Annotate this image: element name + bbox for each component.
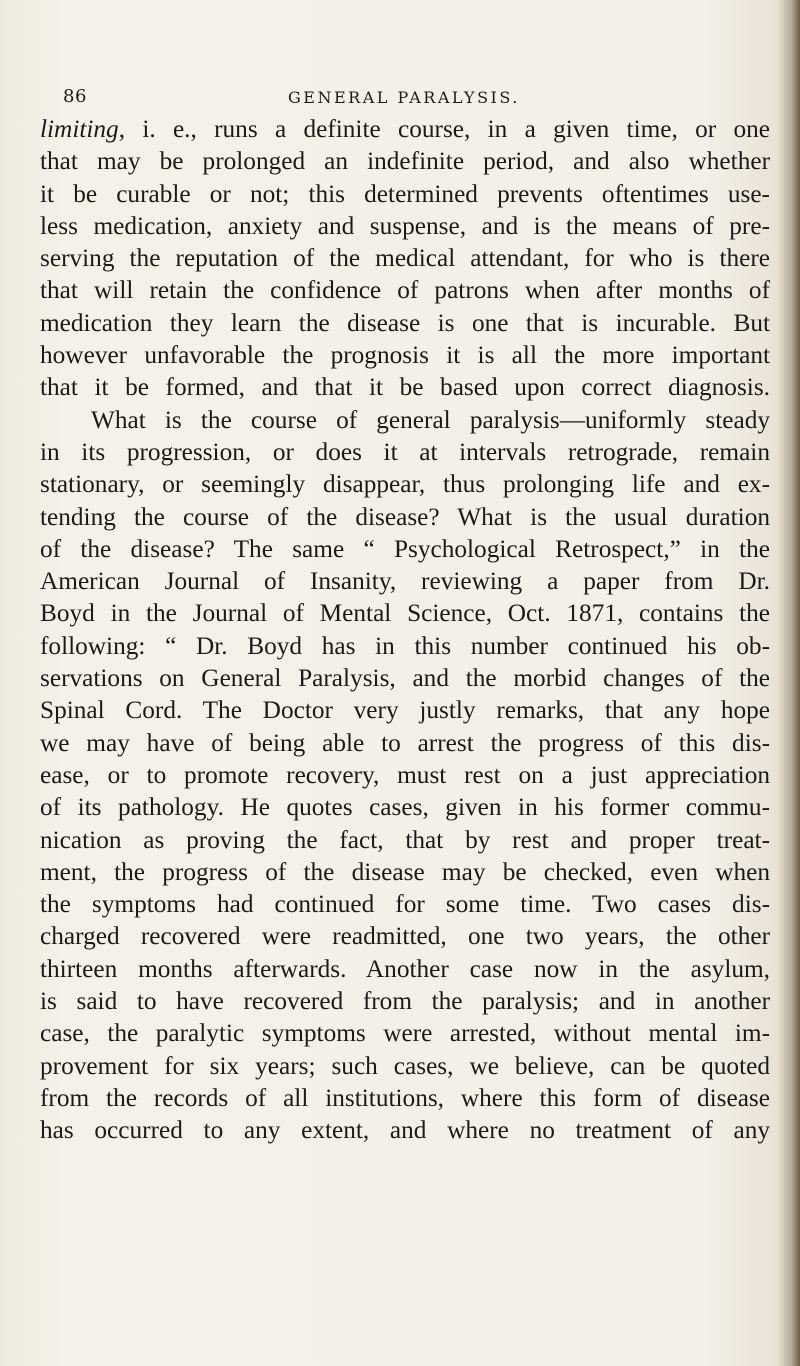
italic-term: limiting: [40, 115, 119, 143]
text-line: provement for six years; such cases, we believe, can be quoted: [40, 1051, 770, 1080]
text-line: that may be prolonged an indefinite period, and also whether: [40, 147, 770, 176]
text-line: less medication, anxiety and suspense, and is the means of pre-: [40, 211, 770, 240]
text-line: case, the paralytic symptoms were arrested, without mental im-: [40, 1019, 770, 1048]
text-line: stationary, or seemingly disappear, thus prolonging life and ex-: [40, 470, 770, 499]
text-line: What is the course of general paralysis—uniformly steady: [91, 405, 770, 434]
page-number: 86: [63, 86, 87, 107]
text-line: in its progression, or does it at intervals retrograde, remain: [40, 437, 770, 466]
text-line: has occurred to any extent, and where no treatment of any: [40, 1116, 770, 1145]
text-line: medication they learn the disease is one that is incurable. But: [40, 308, 770, 337]
text-line: of its pathology. He quotes cases, given in his former commu-: [40, 793, 770, 822]
text-line: thirteen months afterwards. Another case now in the asylum,: [40, 954, 770, 983]
body-text: [40, 113, 770, 1147]
text-line: ease, or to promote recovery, must rest on a just appreciation: [40, 760, 770, 789]
text-line: American Journal of Insanity, reviewing a paper from Dr.: [40, 567, 770, 596]
text-line: we may have of being able to arrest the progress of this dis-: [40, 728, 770, 757]
text-line: Boyd in the Journal of Mental Science, Oct. 1871, contains the: [40, 599, 770, 628]
text-line: the symptoms had continued for some time. Two cases dis-: [40, 890, 770, 919]
text-line: Spinal Cord. The Doctor very justly remarks, that any hope: [40, 696, 770, 725]
text-line: nication as proving the fact, that by rest and proper treat-: [40, 825, 770, 854]
text-line-rest: , i. e., runs a definite course, in a given time, or one: [118, 115, 770, 143]
text-line: that will retain the confidence of patrons when after months of: [40, 276, 770, 305]
text-line: however unfavorable the prognosis it is all the more important: [40, 341, 770, 370]
text-line: of the disease? The same “ Psychological Retrospect,” in the: [40, 534, 770, 563]
text-line: it be curable or not; this determined prevents oftentimes use-: [40, 179, 770, 208]
text-line: tending the course of the disease? What is the usual duration: [40, 502, 770, 531]
text-line: serving the reputation of the medical attendant, for who is there: [40, 244, 770, 273]
page-edge-shadow: [778, 0, 800, 1366]
text-line: servations on General Paralysis, and the morbid changes of the: [40, 664, 770, 693]
text-line: following: “ Dr. Boyd has in this number continued his ob-: [40, 631, 770, 660]
text-line: charged recovered were readmitted, one two years, the other: [40, 922, 770, 951]
running-head: [63, 86, 733, 116]
text-line: from the records of all institutions, where this form of disease: [40, 1083, 770, 1112]
running-head-title: GENERAL PARALYSIS.: [288, 88, 520, 107]
text-line: [40, 113, 770, 145]
text-line: is said to have recovered from the paralysis; and in another: [40, 987, 770, 1016]
text-line: ment, the progress of the disease may be checked, even when: [40, 857, 770, 886]
text-line: that it be formed, and that it be based upon correct diagnosis.: [40, 373, 770, 402]
